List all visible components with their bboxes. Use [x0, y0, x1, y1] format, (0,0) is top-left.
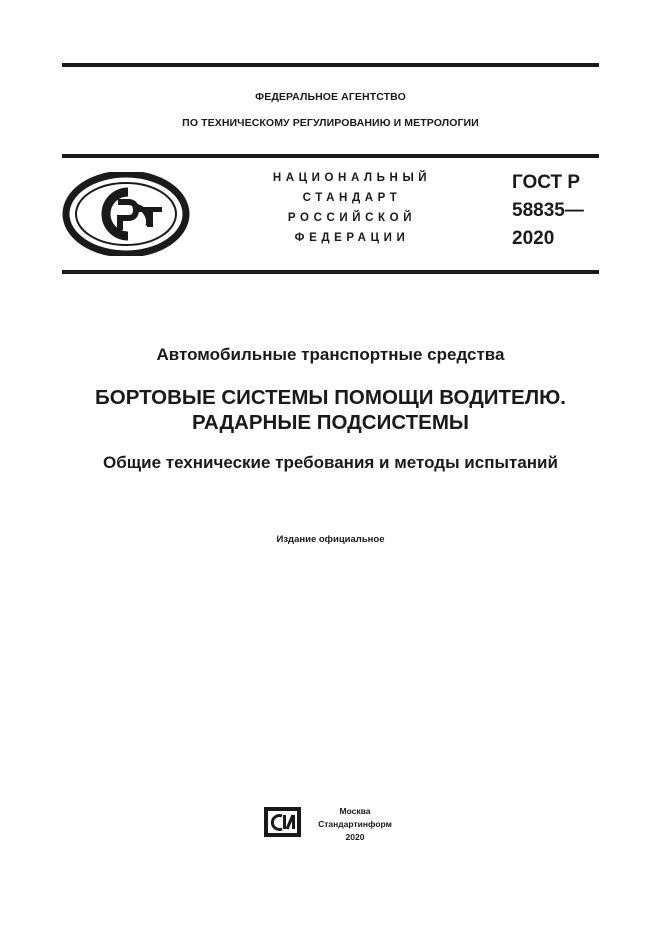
bottom-rule — [62, 270, 599, 274]
standard-designation-line-3: 2020 — [512, 228, 555, 249]
edition-label: Издание официальное — [276, 534, 385, 545]
publisher-year: 2020 — [345, 832, 365, 842]
standartinform-logo-icon — [264, 807, 301, 837]
national-standard-line-1: НАЦИОНАЛЬНЫЙ — [272, 172, 432, 184]
publisher-city: Москва — [339, 806, 371, 816]
document-title-line-1: БОРТОВЫЕ СИСТЕМЫ ПОМОЩИ ВОДИТЕЛЮ. — [95, 386, 566, 409]
document-title-line-2: РАДАРНЫЕ ПОДСИСТЕМЫ — [192, 411, 469, 434]
agency-name-line-1: ФЕДЕРАЛЬНОЕ АГЕНТСТВО — [255, 91, 406, 103]
national-standard-line-3: РОССИЙСКОЙ — [287, 212, 417, 224]
national-standard-line-2: СТАНДАРТ — [302, 192, 402, 204]
rst-certification-mark-icon — [62, 172, 190, 256]
document-subtitle: Общие технические требования и методы испытаний — [103, 453, 558, 472]
middle-rule — [62, 154, 599, 158]
top-rule — [62, 63, 599, 67]
standard-designation-line-2: 58835— — [512, 200, 584, 221]
document-category: Автомобильные транспортные средства — [156, 345, 505, 364]
standard-designation-line-1: ГОСТ Р — [512, 172, 581, 193]
publisher-name: Стандартинформ — [318, 819, 392, 829]
agency-name-line-2: ПО ТЕХНИЧЕСКОМУ РЕГУЛИРОВАНИЮ И МЕТРОЛОГИИ — [182, 117, 479, 129]
national-standard-line-4: ФЕДЕРАЦИИ — [294, 232, 410, 244]
